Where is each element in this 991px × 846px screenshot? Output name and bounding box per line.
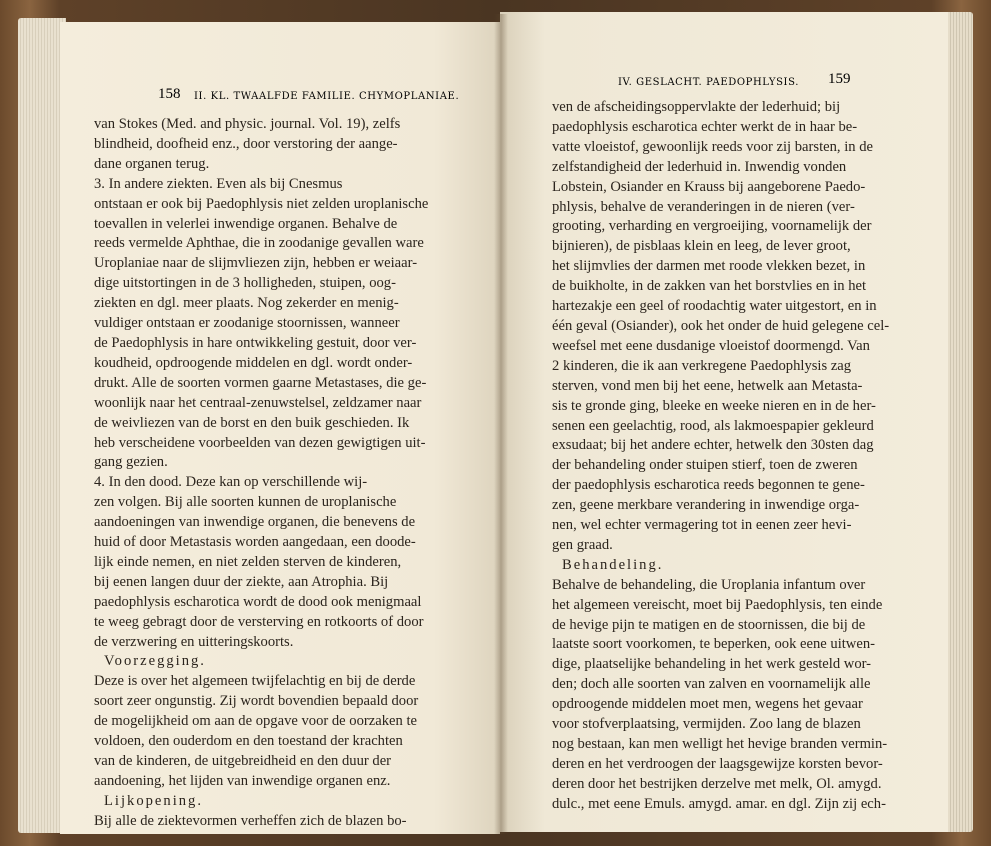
text-line: voor stofverplaatsing, vermijden. Zoo lang de blazen [552,716,861,733]
text-line: drukt. Alle de soorten vormen gaarne Metastases, die ge- [94,374,427,391]
text-line: dige, plaatselijke behandeling in het werk gesteld wor- [552,656,872,673]
text-line: Lobstein, Osiander en Krauss bij aangeborene Paedo- [552,178,866,195]
text-line: blindheid, doofheid enz., door verstoring der aange- [94,135,398,152]
text-line: hartezakje een geel of roodachtig water uitgestort, en in [552,298,877,315]
text-line: weefsel met eene dusdanige vloeistof doormengd. Van [552,337,870,354]
text-line: der paedophlysis escharotica reeds begonnen te gene- [552,477,865,494]
text-line: één geval (Osiander), ook het onder de huid gelegene cel- [552,317,890,334]
text-line: grooting, verharding en vergroeijing, voornamelijk der [552,218,872,235]
text-line: heb verscheidene voorbeelden van dezen gewigtigen uit- [94,434,426,451]
text-line: de hevige pijn te matigen en de stoornissen, die bij de [552,616,866,633]
text-line: zelfstandigheid der lederhuid in. Inwendig vonden [552,158,847,175]
right-text-block [552,98,928,815]
text-line: Deze is over het algemeen twijfelachtig en bij de derde [94,673,416,690]
text-line: ontstaan er ook bij Paedophlysis niet zelden uroplanische [94,195,429,212]
text-line: 4. In den dood. Deze kan op verschillende wij- [94,474,368,491]
text-line: ven de afscheidingsoppervlakte der lederhuid; bij [552,99,841,115]
text-line: de Paedophlysis in hare ontwikkeling gestuit, door ver- [94,334,417,351]
text-line: de weivliezen van de borst en den buik geschieden. Ik [94,414,410,431]
text-line: gen graad. [552,536,613,553]
text-line: paedophlysis escharotica wordt de dood ook menigmaal [94,593,422,610]
text-line: Uroplaniae naar de slijmvliezen zijn, hebben er weiaar- [94,255,418,272]
text-line: te weeg gebragt door de versterving en rotkoorts of door [94,613,424,630]
text-line: vuldiger ontstaan er zoodanige stoornissen, wanneer [94,315,400,332]
page-edges-left [18,18,66,833]
text-line: de buikholte, in de zakken van het borstvlies en in het [552,278,867,295]
text-line: der behandeling onder stuipen stierf, toen de zweren [552,457,858,474]
text-line: bijnieren), de pisblaas klein en leeg, de lever groot, [552,238,851,255]
text-line: van de kinderen, de uitgebreidheid en den duur der [94,753,392,769]
text-line: het algemeen vereischt, moet bij Paedophlysis, ten einde [552,596,883,613]
text-line: opdroogende middelen moet men, wegens het gevaar [552,696,863,713]
text-line: sterven, vond men bij het eene, hetwelk aan Metasta- [552,377,863,394]
text-line: aandoeningen van inwendige organen, die benevens de [94,514,416,531]
text-line: koudheid, opdroogende middelen en dgl. wordt onder- [94,354,413,371]
book-gutter [494,14,508,834]
text-line: reeds vermelde Aphthae, die in zoodanige gevallen ware [94,235,424,252]
text-line: het slijmvlies der darmen met roode vlekken bezet, in [552,258,866,275]
text-line: dige uitstortingen in de 3 holligheden, stuipen, oog- [94,275,396,292]
text-line: Bij alle de ziektevormen verheffen zich de blazen bo- [94,812,407,829]
right-running-head: IV. GESLACHT. PAEDOPHLYSIS. [618,77,799,88]
text-line: laatste soort voorkomen, te beperken, ook eene uitwen- [552,636,875,653]
text-line: nen, wel echter vermagering tot in eenen zeer hevi- [552,517,852,534]
text-line: zen volgen. Bij alle soorten kunnen de uroplanische [94,494,397,511]
text-line: Voorzegging. [104,653,206,670]
text-line: 2 kinderen, die ik aan verkregene Paedophlysis zag [552,357,852,374]
text-line: huid of door Metastasis worden aangedaan, een doode- [94,534,416,551]
page-edges-right [945,12,973,832]
text-line: dane organen terug. [94,155,210,172]
text-line: phlysis, behalve de veranderingen in de nieren (ver- [552,198,855,215]
text-line: de verzwering en uitteringskoorts. [94,633,294,650]
text-line: exsudaat; bij het andere echter, hetwelk den 30sten dag [552,437,874,454]
text-line: Behandeling. [562,556,664,573]
text-line: sis te gronde ging, bleeke en weeke nieren en in de her- [552,397,876,414]
text-line: soort zeer ongunstig. Zij wordt bovendien bepaald door [94,693,419,710]
text-line: Lijkopening. [104,792,203,809]
right-page-number: 159 [828,71,851,87]
text-line: nog bestaan, kan men welligt het hevige branden vermin- [552,736,888,752]
text-line: dulc., met eene Emuls. amygd. amar. en dgl. Zijn zij ech- [552,795,886,812]
text-line: van Stokes (Med. and physic. journal. Vol. 19), zelfs [94,116,401,132]
text-line: bij eenen langen duur der ziekte, aan Atrophia. Bij [94,573,389,590]
text-line: ziekten en dgl. meer plaats. Nog zekerder en menig- [94,295,399,312]
text-line: zen, geene merkbare verandering in inwendige orga- [552,497,860,514]
text-line: deren door het bestrijken derzelve met melk, Ol. amygd. [552,775,882,792]
text-line: deren en het verdroogen der laagsgewijze korsten bevor- [552,755,883,772]
text-line: Behalve de behandeling, die Uroplania infantum over [552,576,866,593]
text-line: woonlijk naar het centraal-zenuwstelsel, zeldzamer naar [94,394,422,411]
text-line: toevallen in velerlei inwendige organen. Behalve de [94,215,398,232]
text-line: voldoen, den ouderdom en den toestand der krachten [94,733,403,750]
text-line: den; doch alle soorten van zalven en voornamelijk alle [552,676,871,693]
text-line: senen een geelachtig, rood, als lakmoespapier gekleurd [552,417,874,434]
text-line: aandoening, het lijden van inwendige organen enz. [94,772,391,789]
text-line: de mogelijkheid om aan de opgave voor de oorzaken te [94,713,417,730]
text-line: 3. In andere ziekten. Even als bij Cnesmus [94,175,343,192]
text-line: paedophlysis escharotica echter werkt de in haar be- [552,118,858,135]
text-line: lijk einde nemen, en niet zelden sterven de kinderen, [94,553,402,570]
text-line: vatte vloeistof, gewoonlijk reeds voor zij barsten, in de [552,138,873,155]
left-running-head: II. KL. TWAALFDE FAMILIE. CHYMOPLANIAE. [194,91,460,102]
text-line: gang gezien. [94,454,168,471]
left-text-block [94,115,466,832]
left-page-number: 158 [158,86,181,102]
